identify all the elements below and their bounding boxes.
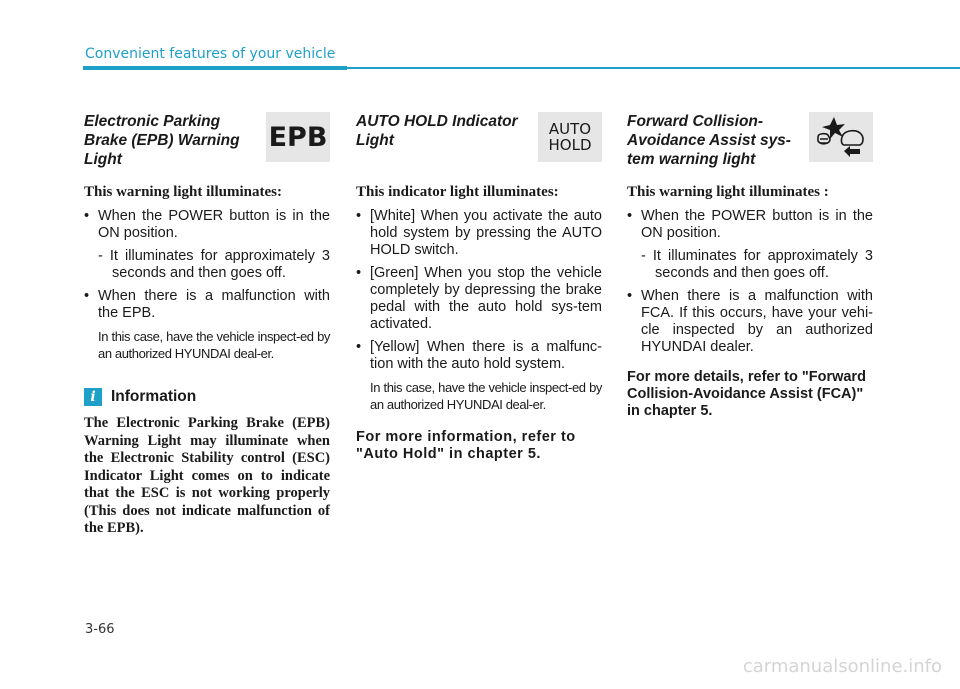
epb-bullet-list [84,208,330,362]
info-icon: i [84,388,102,406]
epb-heading-row [84,112,330,174]
fca-heading-line-1: Forward Collision- [627,113,764,130]
auto-hold-section [356,112,602,463]
fca-subitem-1: - It illuminates for approximately 3 seconds and then goes off. [641,248,873,281]
epb-section [84,112,330,538]
auto-hold-reference: For more information, refer to "Auto Hold" in chapter 5. [356,429,576,462]
fca-subhead: This warning light illuminates : [627,184,829,200]
epb-heading [84,112,249,169]
epb-bullet-1-text: When the POWER button is in the ON position. [98,208,330,241]
auto-hold-bullet-2: • [Green] When you stop the vehicle completely by depressing the brake pedal with the auto hold sys-tem activated. [356,265,602,333]
auto-hold-heading-row [356,112,602,174]
epb-note: In this case, have the vehicle inspect-ed by an authorized HYUNDAI deal-er. [98,329,330,361]
forward-collision-icon-box [809,112,873,162]
epb-subitem-1: - It illuminates for approximately 3 seconds and then goes off. [98,248,330,281]
fca-heading-row [627,112,873,174]
auto-hold-bullet-1: • [White] When you activate the auto hold system by pressing the AUTO HOLD switch. [356,208,602,259]
epb-subhead: This warning light illuminates: [84,184,282,200]
header-rule-thick [83,66,347,70]
fca-section [627,112,873,420]
epb-warning-icon [266,112,330,162]
epb-heading-line-2: Brake (EPB) Warning [84,132,240,149]
auto-hold-icon-line-2: HOLD [548,136,592,154]
information-title: Information [111,388,197,405]
section-title: Convenient features of your vehicle [85,46,336,62]
epb-heading-line-1: Electronic Parking [84,113,221,130]
auto-hold-icon-label [549,121,592,153]
information-body: The Electronic Parking Brake (EPB) Warning Light may illuminate when the Electronic Stability control (ESC) Indicator Light comes on to indicate that the ESC is not working properly (This does not indicate malfunction of the EPB). [84,415,330,536]
auto-hold-note: In this case, have the vehicle inspect-ed by an authorized HYUNDAI deal-er. [370,380,602,412]
header-rule-thin [347,67,960,69]
forward-collision-icon [814,115,868,159]
auto-hold-subhead: This indicator light illuminates: [356,184,559,200]
fca-heading-line-2: Avoidance Assist sys- [627,132,791,149]
watermark: carmanualsonline.info [742,656,942,677]
page-number: 3-66 [85,622,115,637]
fca-heading [627,112,792,169]
auto-hold-icon-line-1: AUTO [548,120,592,138]
epb-bullet-2 [84,288,330,362]
epb-bullet-1 [84,208,330,282]
auto-hold-bullet-3 [356,339,602,413]
epb-icon-label: EPB [268,121,328,153]
auto-hold-bullet-list [356,208,602,413]
auto-hold-heading-line-2: Light [356,132,394,149]
fca-bullet-1 [627,208,873,282]
auto-hold-bullet-3-text: [Yellow] When there is a malfunc-tion with the auto hold system. [370,339,602,372]
epb-heading-line-3: Light [84,151,122,168]
auto-hold-indicator-icon [538,112,602,162]
auto-hold-heading [356,112,521,150]
fca-heading-line-3: tem warning light [627,151,756,168]
auto-hold-heading-line-1: AUTO HOLD Indicator [356,113,518,130]
information-box-header [84,388,330,406]
fca-bullet-1-text: When the POWER button is in the ON position. [641,208,873,241]
epb-bullet-2-text: When there is a malfunction with the EPB. [98,288,330,321]
fca-bullet-2: • When there is a malfunction with FCA. If this occurs, have your vehi-cle inspected by an authorized HYUNDAI dealer. [627,288,873,356]
fca-reference: For more details, refer to "Forward Collision-Avoidance Assist (FCA)" in chapter 5. [627,369,866,419]
fca-bullet-list [627,208,873,356]
